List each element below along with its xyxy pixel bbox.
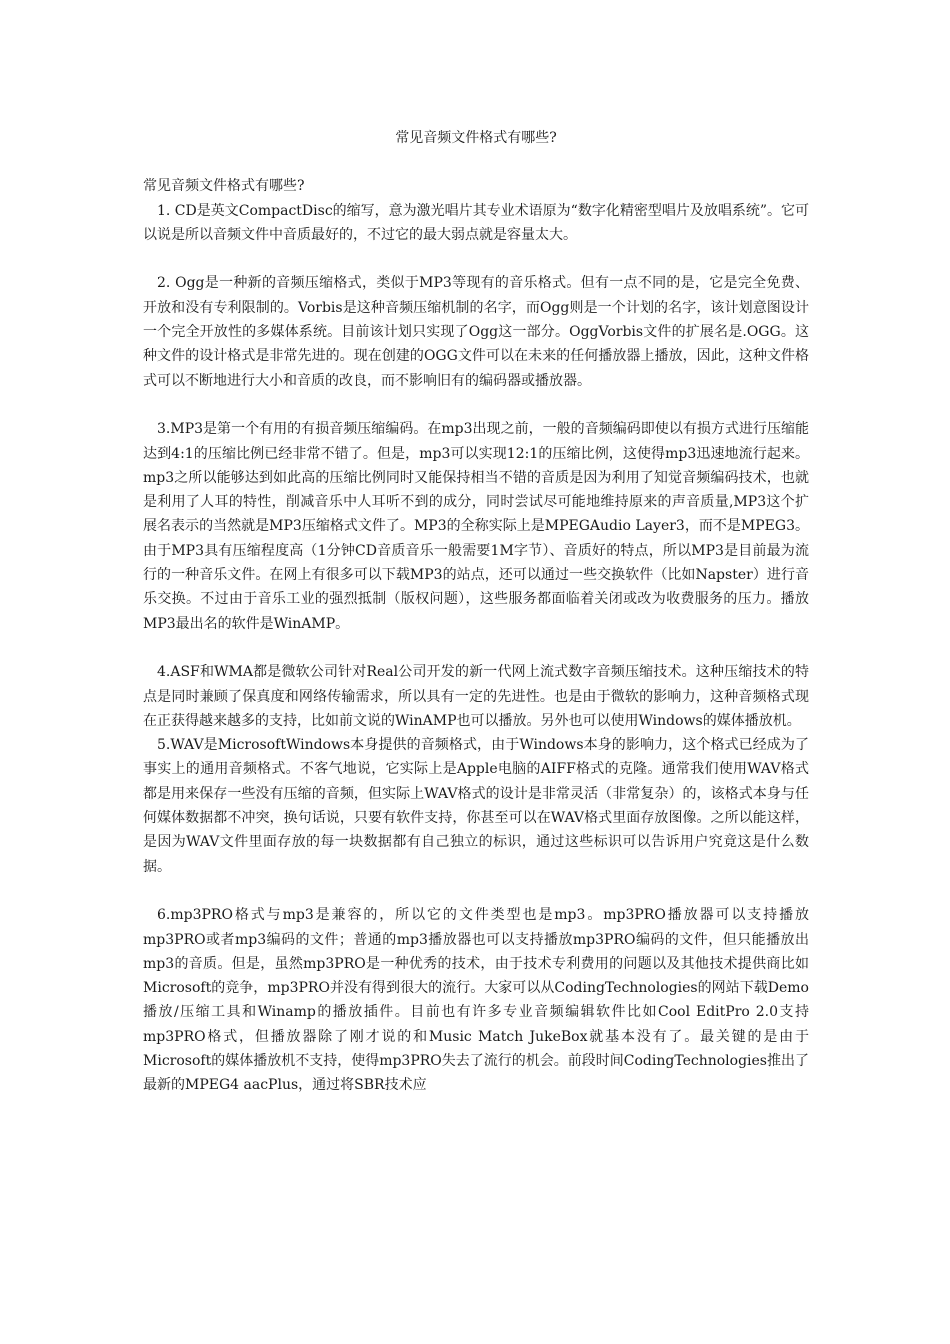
paragraph-gap [143,636,809,660]
document-heading: 常见音频文件格式有哪些? [143,178,305,195]
paragraph-gap [143,393,809,417]
paragraph-wav: 5.WAV是MicrosoftWindows本身提供的音频格式，由于Windows本身的影响力，这个格式已经成为了事实上的通用音频格式。不客气地说，它实际上是Apple电脑的AIFF格式的克隆。通常我们使用WAV格式都是用来保存一些没有压缩的音频，但实际上WAV格式的设计是非常灵活（非常复杂）的，该格式本身与任何媒体数据都不冲突，换句话说，只要有软件支持，你甚至可以在WAV格式里面存放图像。之所以能这样，是因为WAV文件里面存放的每一块数据都有自己独立的标识，通过这些标识可以告诉用户究竟这是什么数据。 [143,737,809,875]
document-title: 常见音频文件格式有哪些? [395,130,557,146]
paragraph-cd: 1. CD是英文CompactDisc的缩写，意为激光唱片其专业术语原为“数字化精密型唱片及放唱系统”。它可以说是所以音频文件中音质最好的，不过它的最大弱点就是容量太大。 [143,202,809,243]
paragraph-gap [143,879,809,903]
document-page [143,126,809,1098]
paragraph-mp3pro: 6.mp3PRO格式与mp3是兼容的，所以它的文件类型也是mp3。mp3PRO播放器可以支持播放mp3PRO或者mp3编码的文件；普通的mp3播放器也可以支持播放mp3PRO编码的文件，但只能播放出mp3的音质。但是，虽然mp3PRO是一种优秀的技术，由于技术专利费用的问题以及其他技术提供商比如Microsoft的竞争，mp3PRO并没有得到很大的流行。大家可以从CodingTechnologies的网站下载Demo播放/压缩工具和Winamp的播放插件。目前也有许多专业音频编辑软件比如Cool EditPro 2.0支持mp3PRO格式，但播放器除了刚才说的和Music Match JukeBox就基本没有了。最关键的是由于Microsoft的媒体播放机不支持，使得mp3PRO失去了流行的机会。前段时间CodingTechnologies推出了最新的MPEG4 aacPlus，通过将SBR技术应 [143,907,809,1094]
paragraph-asf-wma: 4.ASF和WMA都是微软公司针对Real公司开发的新一代网上流式数字音频压缩技术。这种压缩技术的特点是同时兼顾了保真度和网络传输需求，所以具有一定的先进性。也是由于微软的影响力，这种音频格式现在正获得越来越多的支持，比如前文说的WinAMP也可以播放。另外也可以使用Windows的媒体播放机。 [143,664,809,729]
paragraph-ogg: 2. Ogg是一种新的音频压缩格式，类似于MP3等现有的音乐格式。但有一点不同的是，它是完全免费、开放和没有专利限制的。Vorbis是这种音频压缩机制的名字，而Ogg则是一个计划的名字，该计划意图设计一个完全开放性的多媒体系统。目前该计划只实现了Ogg这一部分。OggVorbis文件的扩展名是.OGG。这种文件的设计格式是非常先进的。现在创建的OGG文件可以在未来的任何播放器上播放，因此，这种文件格式可以不断地进行大小和音质的改良，而不影响旧有的编码器或播放器。 [143,275,809,389]
paragraph-gap [143,247,809,271]
paragraph-mp3: 3.MP3是第一个有用的有损音频压缩编码。在mp3出现之前，一般的音频编码即使以有损方式进行压缩能达到4:1的压缩比例已经非常不错了。但是，mp3可以实现12:1的压缩比例，这使得mp3迅速地流行起来。mp3之所以能够达到如此高的压缩比例同时又能保持相当不错的音质是因为利用了知觉音频编码技术，也就是利用了人耳的特性，削减音乐中人耳听不到的成分，同时尝试尽可能地维持原来的声音质量,MP3这个扩展名表示的当然就是MP3压缩格式文件了。MP3的全称实际上是MPEGAudio Layer3，而不是MPEG3。由于MP3具有压缩程度高（1分钟CD音质音乐一般需要1M字节）、音质好的特点，所以MP3是目前最为流行的一种音乐文件。在网上有很多可以下载MP3的站点，还可以通过一些交换软件（比如Napster）进行音乐交换。不过由于音乐工业的强烈抵制（版权问题），这些服务都面临着关闭或改为收费服务的压力。播放MP3最出名的软件是WinAMP。 [143,421,809,632]
